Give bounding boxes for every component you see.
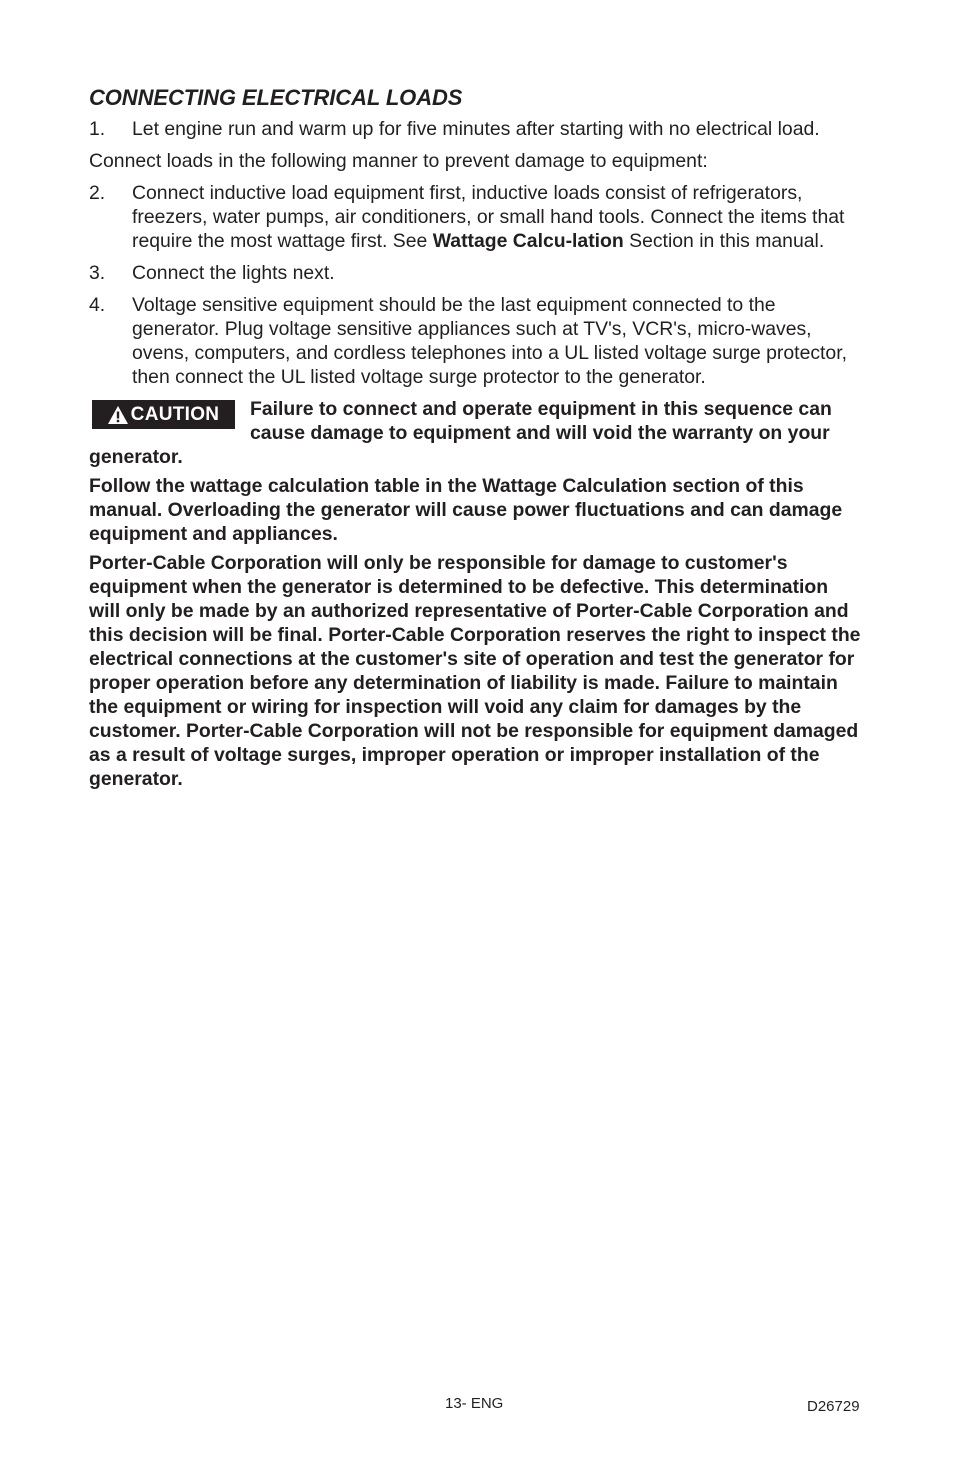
list-item-step-3 [89,261,861,285]
step-number: 1. [89,118,106,140]
document-code: D26729 [807,1398,860,1415]
step-text: Let engine run and warm up for five minutes after starting with no electrical load. [132,118,820,140]
step-number: 4. [89,294,106,316]
page-content [89,84,861,791]
intro-text: Connect loads in the following manner to prevent damage to equipment: [89,150,708,172]
step-text-part: Connect inductive load equipment first, inductive loads consist of refrigerators, freezers, water pumps, air conditioners, or small hand tools. Connect the items that require the most wattage first. See [132,182,845,252]
caution-badge [92,400,235,429]
step-text: Voltage sensitive equipment should be the last equipment connected to the generator. Plug voltage sensitive appliances such at TV's, VCR's, micro-waves, ovens, computers, and cordless telephones into a UL listed voltage surge protector, then connect the UL listed voltage surge protector to the generator. [132,294,847,388]
caution-text: Failure to connect and operate equipment in this sequence can cause damage to equipment and will void the warranty on your generator. [89,398,832,468]
list-item-step-2 [89,181,861,253]
list-item-step-1 [89,117,861,141]
section-title: CONNECTING ELECTRICAL LOADS [89,85,463,110]
step-text [132,181,861,253]
caution-label: CAUTION [130,403,220,425]
step-text-part: Section in this manual. [623,230,825,252]
wattage-calculation-reference: Wattage Calcu-lation [432,230,624,252]
step-number: 2. [89,182,106,204]
step-text: Connect the lights next. [132,262,335,284]
warning-triangle-icon [108,406,128,424]
step-number: 3. [89,262,106,284]
list-item-step-4 [89,293,861,389]
page-number: 13- ENG [445,1395,504,1412]
liability-paragraph: Porter-Cable Corporation will only be responsible for damage to customer's equipment when the generator is determined to be defective. This determination will only be made by an authorized representative of Porter-Cable Corporation and this decision will be final. Porter-Cable Corporation reserves the right to inspect the electrical connections at the customer's site of operation and test the generator for proper operation before any determination of liability is made. Failure to maintain the equipment or wiring for inspection will void any claim for damages by the customer. Porter-Cable Corporation will not be responsible for equipment damaged as a result of voltage surges, improper operation or improper installation of the generator. [89,552,861,790]
caution-notice [89,397,861,469]
wattage-paragraph: Follow the wattage calculation table in the Wattage Calculation section of this manual. Overloading the generator will cause power fluctuations and can damage equipment and appliances. [89,475,843,545]
